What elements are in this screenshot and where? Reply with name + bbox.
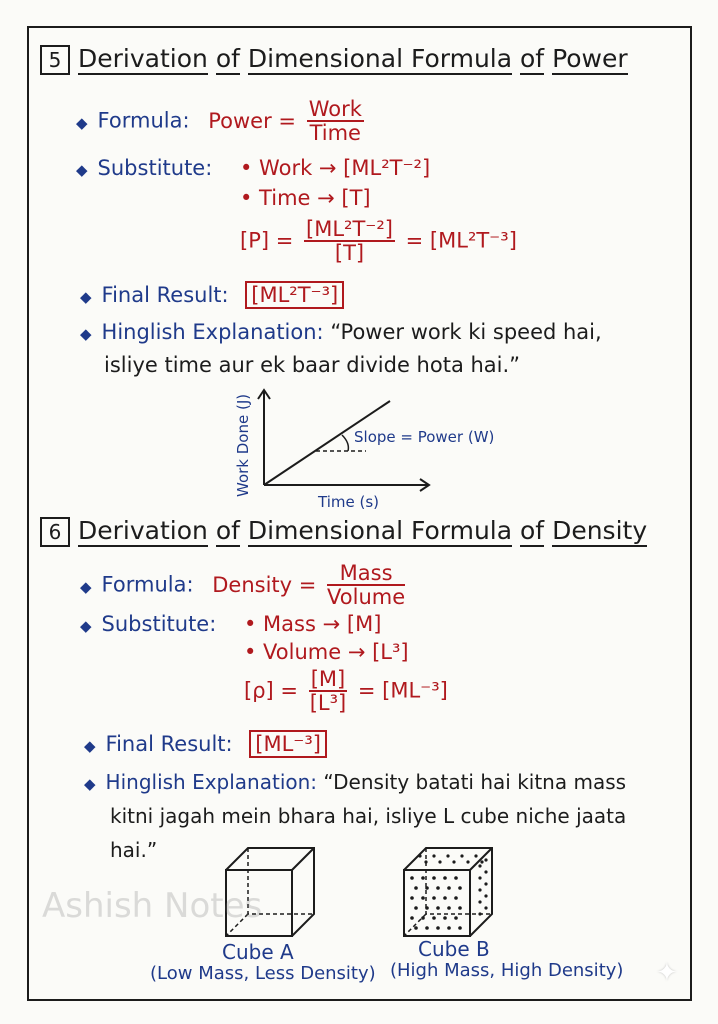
s6-hinglish-row (84, 770, 626, 794)
mass-dot (484, 894, 487, 897)
cube-b-title: Cube B (418, 937, 490, 961)
y-axis-label: Work Done (J) (234, 393, 252, 497)
diamond-bullet-icon: ◆ (80, 617, 92, 635)
equation-fraction (309, 668, 348, 715)
mass-dot (458, 886, 462, 890)
mass-dot (425, 886, 429, 890)
mass-dot (410, 916, 414, 920)
fraction-numerator: [M] (310, 667, 346, 691)
hinglish-text: hai.” (110, 838, 158, 862)
s5-formula-row (76, 98, 368, 145)
hinglish-text: isliye time aur ek baar divide hota hai.” (104, 353, 521, 377)
s5-derivation (240, 218, 517, 265)
equation-lhs: [ρ] = (244, 678, 298, 703)
mass-dot (478, 912, 481, 915)
fraction-denominator: [L³] (309, 691, 347, 716)
mass-dot (446, 854, 449, 857)
fraction-numerator: Mass (327, 562, 405, 586)
s6-formula-row (80, 562, 409, 609)
fraction-numerator: Work (308, 97, 362, 121)
mass-dot (410, 876, 414, 880)
mass-dot (410, 896, 414, 900)
mass-dot (452, 860, 455, 863)
mass-dot (443, 896, 447, 900)
mass-dot (447, 906, 451, 910)
mass-dot (460, 854, 463, 857)
hinglish-label: Hinglish Explanation: (101, 320, 324, 344)
heading-word: of (215, 516, 240, 545)
fraction-denominator: Time (309, 121, 361, 146)
hinglish-text: “Power work ki speed hai, (330, 320, 602, 344)
substitute-label: Substitute: (97, 156, 213, 180)
section-number: 5 (40, 45, 70, 75)
watermark: Ashish Notes (42, 886, 263, 926)
equation-lhs: [P] = (240, 228, 294, 253)
cube-b-illustration (400, 844, 496, 940)
mass-dot (432, 854, 435, 857)
mass-dot (484, 870, 487, 873)
substitution-line: • Work → [ML²T⁻²] (240, 156, 431, 180)
mass-dot (425, 906, 429, 910)
mass-dot (447, 926, 451, 930)
fraction-numerator: [ML²T⁻²] (306, 217, 393, 241)
mass-dot (421, 896, 425, 900)
sparkle-icon: ✦ (656, 958, 678, 988)
s6-substitute-row (80, 612, 216, 636)
diamond-bullet-icon: ◆ (76, 161, 88, 179)
mass-dot (418, 854, 421, 857)
heading-word: Power (552, 44, 628, 73)
s6-final-row (84, 732, 327, 756)
mass-dot (438, 860, 441, 863)
cube-b-caption: (High Mass, High Density) (390, 960, 624, 981)
mass-dot (421, 876, 425, 880)
x-axis-label: Time (s) (318, 493, 379, 511)
fraction-denominator: Volume (327, 585, 406, 610)
mass-dot (458, 906, 462, 910)
mass-dot (454, 916, 458, 920)
cube-a-caption: (Low Mass, Less Density) (150, 963, 376, 984)
equation-rhs: = [ML²T⁻³] (405, 228, 517, 253)
mass-dot (474, 854, 477, 857)
s5-hinglish-row (80, 320, 602, 344)
diamond-bullet-icon: ◆ (80, 577, 92, 596)
substitution-line: • Volume → [L³] (244, 640, 409, 664)
mass-dot (424, 860, 427, 863)
mass-dot (414, 906, 418, 910)
mass-dot (458, 926, 462, 930)
s5-substitute-row (76, 156, 212, 180)
formula-lhs: Density = (212, 572, 317, 597)
mass-dot (478, 864, 481, 867)
mass-dot (414, 926, 418, 930)
mass-dot (454, 876, 458, 880)
cube-top-edge (292, 848, 314, 870)
heading-word: of (215, 44, 240, 73)
mass-dot (414, 886, 418, 890)
formula-fraction (307, 98, 364, 145)
work-time-graph (228, 385, 528, 515)
section-number: 6 (40, 517, 70, 547)
equation-fraction (304, 218, 395, 265)
mass-dot (436, 906, 440, 910)
slope-arc (342, 435, 348, 451)
section-6-heading (40, 516, 647, 547)
mass-dot (466, 860, 469, 863)
diamond-bullet-icon: ◆ (80, 325, 92, 343)
s6-derivation (244, 668, 448, 715)
mass-dot (484, 906, 487, 909)
hinglish-text: kitni jagah mein bhara hai, isliye L cube niche jaata (110, 804, 627, 828)
mass-dot (432, 876, 436, 880)
mass-dot (478, 876, 481, 879)
heading-word: Dimensional Formula (247, 516, 513, 545)
mass-dot (432, 896, 436, 900)
heading-word: Dimensional Formula (247, 44, 513, 73)
equation-rhs: = [ML⁻³] (357, 678, 448, 703)
mass-dot (436, 886, 440, 890)
heading-word: Derivation (78, 44, 208, 73)
hinglish-label: Hinglish Explanation: (105, 770, 318, 794)
s5-final-row (80, 283, 344, 307)
mass-dot (484, 882, 487, 885)
mass-dot (432, 916, 436, 920)
mass-dot (447, 886, 451, 890)
mass-dot (425, 926, 429, 930)
heading-word: Density (552, 516, 648, 545)
heading-word: of (520, 44, 545, 73)
mass-dot (443, 916, 447, 920)
mass-dot (478, 900, 481, 903)
mass-dot (454, 896, 458, 900)
mass-dot (443, 876, 447, 880)
fraction-denominator: [T] (334, 241, 365, 266)
diamond-bullet-icon: ◆ (76, 113, 88, 132)
substitution-line: • Time → [T] (240, 186, 371, 210)
cube-a-title: Cube A (222, 940, 294, 964)
formula-label: Formula: (97, 108, 190, 133)
section-5-heading (40, 44, 628, 75)
final-result-box: [ML²T⁻³] (245, 281, 344, 309)
formula-fraction (327, 562, 405, 609)
diamond-bullet-icon: ◆ (80, 288, 92, 306)
diamond-bullet-icon: ◆ (84, 737, 96, 755)
heading-word: Derivation (78, 516, 208, 545)
formula-label: Formula: (101, 572, 194, 597)
substitution-line: • Mass → [M] (244, 612, 382, 636)
final-result-box: [ML⁻³] (249, 730, 327, 758)
slope-label: Slope = Power (W) (354, 428, 495, 446)
substitute-label: Substitute: (101, 612, 217, 636)
heading-word: of (520, 516, 545, 545)
mass-dot (478, 888, 481, 891)
mass-dots (410, 854, 487, 929)
mass-dot (436, 926, 440, 930)
final-result-label: Final Result: (105, 732, 233, 756)
diamond-bullet-icon: ◆ (84, 775, 96, 793)
final-result-label: Final Result: (101, 283, 229, 307)
mass-dot (480, 860, 483, 863)
mass-dot (484, 858, 487, 861)
mass-dot (421, 916, 425, 920)
formula-lhs: Power = (208, 108, 296, 133)
hinglish-text: “Density batati hai kitna mass (323, 770, 627, 794)
